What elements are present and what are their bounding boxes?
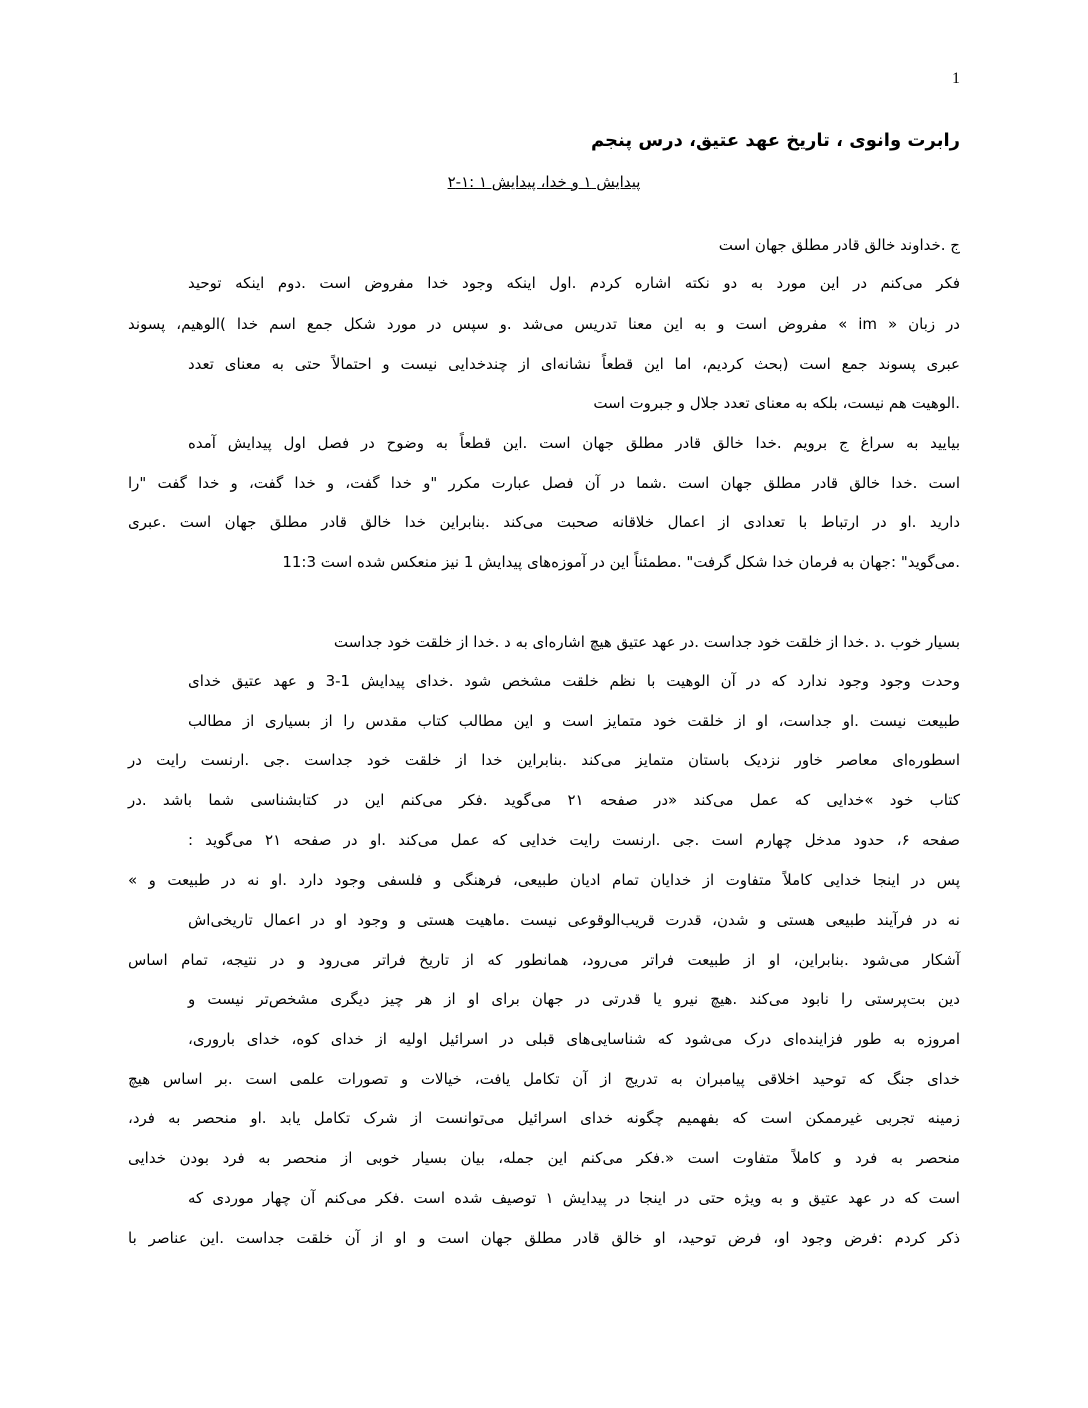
paragraph-3-line: ذکر کردم :فرض وجود او، فرض توحید، او خالق قادر مطلق جهان است و او از آن خلقت جداست .این عناصر با — [128, 1229, 960, 1247]
paragraph-3-line: صفحه ۶، حدود مدخل چهارم است .جی .ارنست رایت خدایی که عمل می‌کند .او در صفحه ۲۱ می‌گوید : — [188, 831, 960, 849]
page-number: 1 — [952, 70, 960, 87]
paragraph-3-line: است که در عهد عتیق و به ویژه حتی در اینجا در پیدایش ۱ توصیف شده است .فکر می‌کنم آن چهار موردی که — [188, 1189, 960, 1207]
section-heading-c: ج .خداوند خالق قادر مطلق جهان است — [718, 236, 960, 254]
paragraph-3-line: زمینه تجربی غیرممکن است که بفهمیم چگونه خدای اسرائیل می‌توانست از شرک تکامل یابد .او منحصر به فرد، — [128, 1109, 960, 1127]
paragraph-2-line: بیایید به سراغ ج برویم .خدا خالق قادر مطلق جهان است .این قطعاً به وضوح در فصل اول پیدایش آمده — [188, 434, 960, 452]
paragraph-3-line: نه در فرآیند طبیعی هستی و شدن، قدرت قریب‌الوقوعی نیست .ماهیت هستی و وجود او در اعمال تاریخی‌اش — [188, 911, 960, 929]
paragraph-3-line: کتاب خود »خدایی که عمل می‌کند «در صفحه ۲۱ می‌گوید .فکر می‌کنم این در کتابشناسی شما باشد .در — [128, 791, 960, 809]
paragraph-3-line: دین بت‌پرستی را نابود می‌کند .هیچ نیرو یا قدرتی در جهان برای او از هر چیز دیگری مشخص‌تر نیست و — [188, 990, 960, 1008]
paragraph-3-line: پس در اینجا خدایی کاملاً متفاوت از خدایان تمام ادیان طبیعی، فرهنگی و فلسفی وجود دارد .او نه در طبیعت و » — [128, 871, 960, 889]
document-title: رابرت وانوی ، تاریخ عهد عتیق، درس پنجم — [590, 130, 960, 151]
document-subtitle: پیدایش ۱ و خدا، پیدایش ۱ :۱-۲ — [447, 173, 641, 191]
paragraph-1-line: .الوهیت هم نیست، بلکه به معنای تعدد جلال و جبروت است — [593, 394, 960, 412]
paragraph-3-line: طبیعت نیست .او جداست، او از خلقت خود متمایز است و این مطالب کتاب مقدس را از بسیاری از مطالب — [188, 712, 960, 730]
paragraph-3-line: امروزه به طور فزاینده‌ای درک می‌شود که شناسایی‌های قبلی در اسرائیل اولیه از خدای کوه، خدای باروری، — [188, 1030, 960, 1048]
paragraph-2-line: دارید .او در ارتباط با تعدادی از اعمال خلاقانه صحبت می‌کند .بنابراین خدا خالق قادر مطلق جهان است .عبری — [128, 513, 960, 531]
paragraph-2-line: است .خدا خالق قادر مطلق جهان است .شما در آن فصل عبارت مکرر "و خدا گفت، و خدا گفت، و خدا گفت "را — [128, 474, 960, 492]
paragraph-3-line: خدای جنگ که توحید اخلاقی پیامبران به تدریج از آن تکامل یافت، خیالات و تصورات علمی است .بر اساس هیچ — [128, 1070, 960, 1088]
paragraph-3-line: بسیار خوب .د .خدا از خلقت خود جداست .در عهد عتیق هیچ اشاره‌ای به د .خدا از خلقت خود جداست — [333, 633, 960, 651]
paragraph-3-line: وحدت وجود وجود ندارد که در آن الوهیت با نظم خلقت مشخص شود .خدای پیدایش 1-3 و عهد عتیق خدای — [188, 672, 960, 690]
paragraph-1-line: در زبان « im » مفروض است و به این معنا تدریس می‌شد .و سپس در مورد شکل جمع اسم خدا )الوهیم، پسوند — [128, 315, 960, 333]
paragraph-1-line: فکر می‌کنم در این مورد به دو نکته اشاره کردم .اول اینکه وجود خدا مفروض است .دوم اینکه توحید — [188, 274, 960, 292]
paragraph-1-line: عبری پسوند جمع است (بحث کردیم، اما این قطعاً نشانه‌ای از چندخدایی نیست و احتمالاً حتی به معنای تعدد — [188, 355, 960, 373]
paragraph-3-line: منحصر به فرد و کاملاً متفاوت است «.فکر می‌کنم این جمله، بیان بسیار خوبی از منحصر به فرد بودن خدایی — [128, 1149, 960, 1167]
paragraph-2-line: .می‌گوید" :جهان به فرمان خدا شکل گرفت" .مطمئناً این در آموزه‌های پیدایش 1 نیز منعکس شده است 11:3 — [282, 553, 960, 571]
paragraph-3-line: آشکار می‌شود .بنابراین، او از طبیعت فراتر می‌رود، همانطور که از تاریخ فراتر می‌رود و در نتیجه، تمام اساس — [128, 951, 960, 969]
paragraph-3-line: اسطوره‌ای معاصر خاور نزدیک باستان متمایز می‌کند .بنابراین خدا از خلقت خود جداست .جی .ارنست رایت در — [128, 751, 960, 769]
